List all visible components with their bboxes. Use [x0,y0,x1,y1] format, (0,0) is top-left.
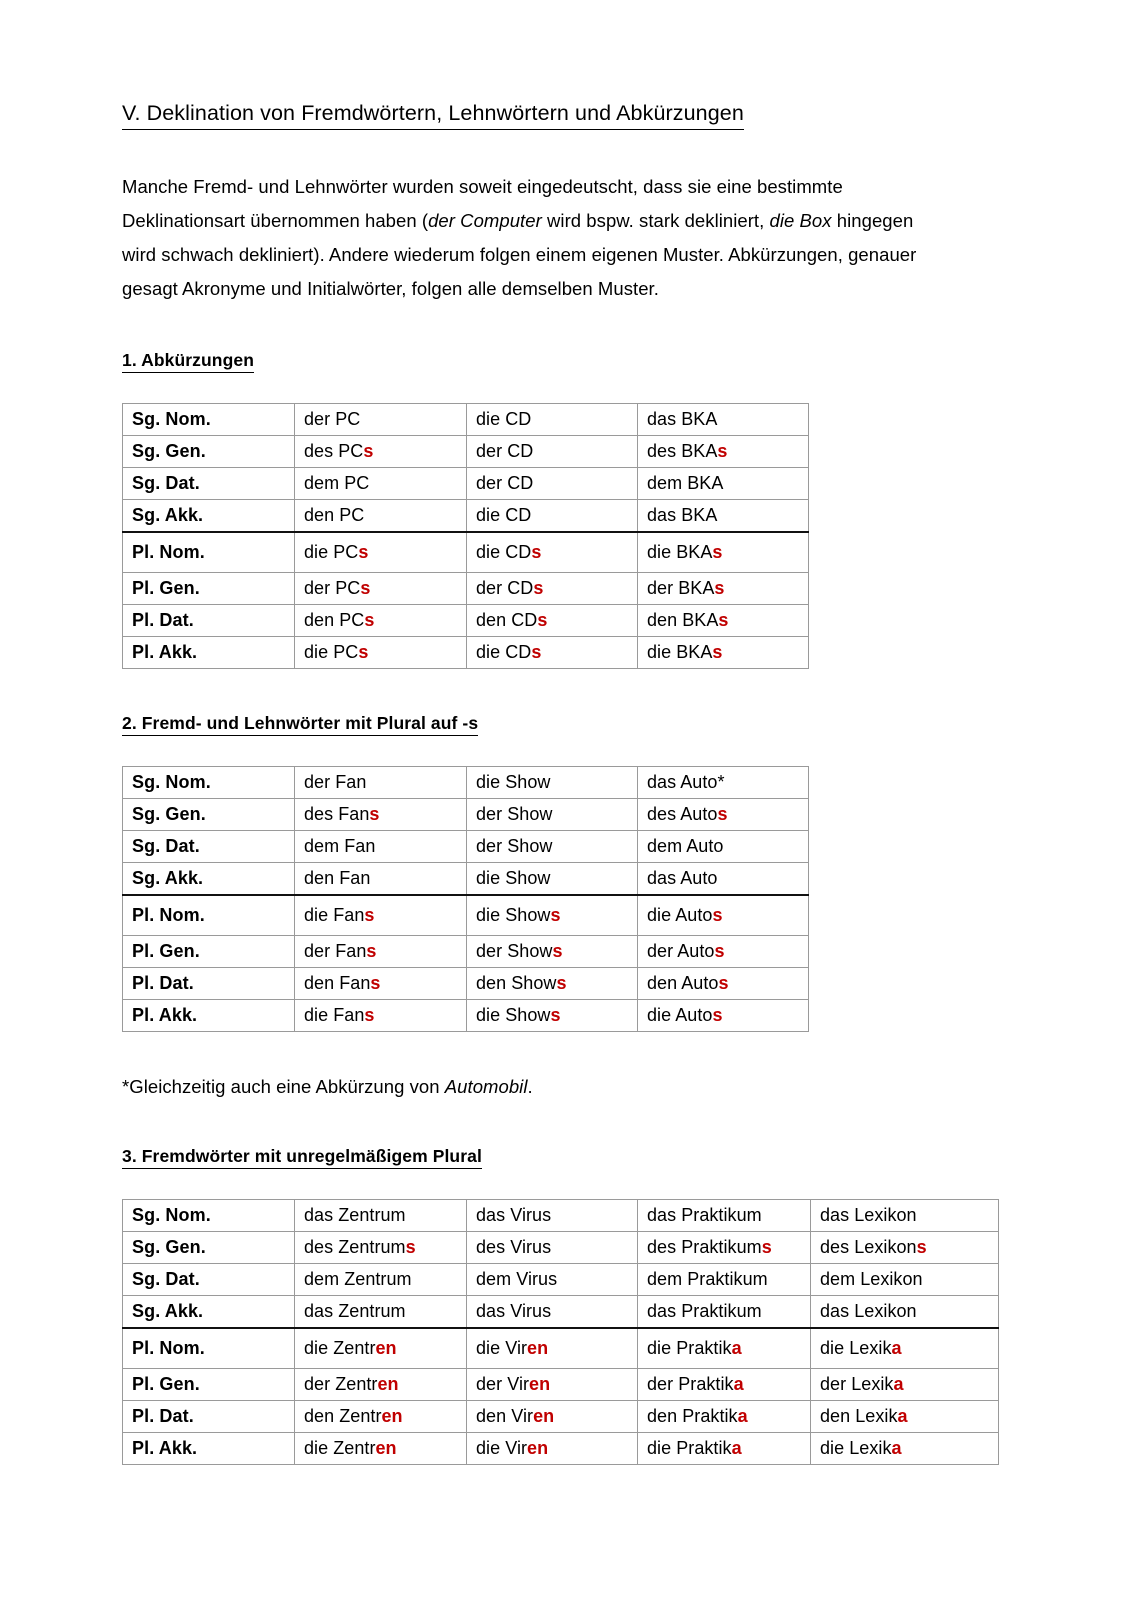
declension-cell [638,798,809,830]
declension-cell [638,532,809,573]
cell-ending: s [533,577,544,598]
section-heading-2: 2. Fremd- und Lehnwörter mit Plural auf -s [122,713,478,736]
cell-base: die Show [476,904,551,925]
cell-ending: s [360,577,371,598]
cell-base: das Auto* [647,771,725,792]
cell-ending: en [377,1373,399,1394]
cell-ending: a [733,1373,744,1394]
table-row [123,798,809,830]
cell-base: den Fan [304,867,371,888]
cell-base: die Praktik [647,1437,732,1458]
row-case-label: Pl. Nom. [123,895,295,936]
cell-base: der Show [476,940,553,961]
cell-ending: en [375,1437,397,1458]
cell-ending: a [737,1405,748,1426]
section-heading-wrapper-1 [122,350,1012,373]
declension-cell [638,1400,811,1432]
declension-cell [295,766,467,798]
declension-cell [467,999,638,1031]
cell-base: der Lexik [820,1373,894,1394]
declension-cell [638,999,809,1031]
row-case-label: Sg. Gen. [123,1231,295,1263]
table-row [123,1328,999,1369]
row-case-label: Pl. Gen. [123,572,295,604]
declension-cell [295,999,467,1031]
cell-ending: s [916,1236,927,1257]
declension-cell [467,1328,638,1369]
declension-cell [295,636,467,668]
cell-base: der BKA [647,577,715,598]
cell-base: den Zentr [304,1405,382,1426]
cell-ending: s [364,609,375,630]
cell-base: den Lexik [820,1405,898,1426]
row-case-label: Sg. Dat. [123,830,295,862]
cell-ending: s [712,641,723,662]
cell-base: des Virus [476,1236,552,1257]
cell-base: den Fan [304,972,371,993]
table-row [123,895,809,936]
table-row [123,1263,999,1295]
table-row [123,499,809,532]
declension-cell [638,1231,811,1263]
declension-cell [295,532,467,573]
cell-base: die Show [476,867,551,888]
declension-cell [811,1328,999,1369]
cell-base: die CD [476,408,532,429]
section-heading-wrapper-2 [122,713,1012,736]
declension-cell [638,467,809,499]
declension-cell [467,403,638,435]
declension-cell [811,1199,999,1231]
cell-base: dem Virus [476,1268,558,1289]
cell-base: dem Fan [304,835,376,856]
declension-cell [638,895,809,936]
table-row [123,766,809,798]
row-case-label: Sg. Gen. [123,798,295,830]
row-case-label: Sg. Nom. [123,1199,295,1231]
declension-cell [638,636,809,668]
cell-base: das BKA [647,504,718,525]
table-row [123,1199,999,1231]
declension-cell [295,572,467,604]
cell-base: die Fan [304,1004,365,1025]
cell-ending: s [714,940,725,961]
cell-base: des BKA [647,440,718,461]
section-heading-wrapper-3 [122,1146,1012,1169]
row-case-label: Sg. Gen. [123,435,295,467]
cell-ending: a [731,1337,742,1358]
row-case-label: Pl. Gen. [123,1368,295,1400]
intro-text-part3: hingegen wird schwach dekliniert). Andere wiederum folgen einem eigenen Muster. Abkürzungen, genauer gesagt Akronyme und Initialwörter, folgen alle demselben Muster. [122,209,917,299]
page-title-wrapper [122,100,1012,130]
cell-base: die BKA [647,641,713,662]
declension-cell [638,572,809,604]
intro-text-part1: Manche Fremd- und Lehnwörter wurden soweit eingedeutscht, dass sie eine bestimmte Deklinationsart übernommen haben ( [122,175,843,231]
cell-base: den Auto [647,972,719,993]
cell-ending: en [527,1437,549,1458]
declension-cell [467,1400,638,1432]
cell-base: das Lexikon [820,1300,917,1321]
cell-base: die Auto [647,1004,713,1025]
cell-base: den PC [304,504,365,525]
cell-ending: s [537,609,548,630]
declension-cell [467,435,638,467]
declension-cell [295,1328,467,1369]
declension-cell [467,467,638,499]
declension-cell [467,636,638,668]
cell-ending: a [897,1405,908,1426]
declension-cell [811,1295,999,1328]
cell-ending: s [550,1004,561,1025]
cell-base: dem PC [304,472,370,493]
intro-italic-der-computer: der Computer [428,209,542,231]
table-row [123,1295,999,1328]
declension-cell [295,1368,467,1400]
cell-ending: a [893,1373,904,1394]
cell-base: dem Praktikum [647,1268,768,1289]
row-case-label: Sg. Nom. [123,766,295,798]
cell-base: der Vir [476,1373,530,1394]
cell-base: dem BKA [647,472,724,493]
cell-base: der Show [476,803,553,824]
declension-cell [467,935,638,967]
table-row [123,1368,999,1400]
cell-base: der Fan [304,771,367,792]
cell-ending: s [761,1236,772,1257]
cell-base: die Auto [647,904,713,925]
table-row [123,999,809,1031]
declension-cell [638,1199,811,1231]
cell-base: den Show [476,972,557,993]
cell-ending: s [531,541,542,562]
row-case-label: Sg. Dat. [123,1263,295,1295]
declension-cell [811,1400,999,1432]
table-row [123,604,809,636]
cell-base: der CD [476,440,534,461]
page-title: V. Deklination von Fremdwörtern, Lehnwörtern und Abkürzungen [122,100,744,130]
table-row [123,636,809,668]
cell-base: die Zentr [304,1337,376,1358]
cell-ending: s [366,940,377,961]
declension-cell [638,1368,811,1400]
cell-ending: s [717,440,728,461]
row-case-label: Pl. Nom. [123,532,295,573]
section-heading-3: 3. Fremdwörter mit unregelmäßigem Plural [122,1146,482,1169]
cell-base: die CD [476,504,532,525]
cell-base: der PC [304,577,361,598]
intro-paragraph [122,170,952,306]
declension-cell [467,1295,638,1328]
cell-base: das Zentrum [304,1204,406,1225]
declension-cell [467,766,638,798]
table-row [123,935,809,967]
declension-cell [295,435,467,467]
cell-ending: en [527,1337,549,1358]
declension-cell [467,862,638,895]
cell-base: die Vir [476,1337,528,1358]
declension-cell [467,604,638,636]
cell-base: des Fan [304,803,370,824]
cell-base: die Zentr [304,1437,376,1458]
declension-cell [467,532,638,573]
declension-cell [295,604,467,636]
cell-base: das Lexikon [820,1204,917,1225]
cell-base: das BKA [647,408,718,429]
cell-ending: a [731,1437,742,1458]
cell-ending: en [375,1337,397,1358]
declension-cell [467,830,638,862]
intro-text-part2: wird bspw. stark dekliniert, [541,209,770,231]
cell-base: dem Lexikon [820,1268,923,1289]
cell-base: das Praktikum [647,1300,762,1321]
cell-base: die CD [476,541,532,562]
cell-ending: s [718,972,729,993]
cell-ending: s [712,1004,723,1025]
cell-base: dem Zentrum [304,1268,412,1289]
cell-ending: s [718,609,729,630]
table-row [123,532,809,573]
cell-ending: s [552,940,563,961]
cell-base: die Lexik [820,1437,892,1458]
intro-italic-die-box: die Box [769,209,832,231]
table-row [123,403,809,435]
declension-cell [638,766,809,798]
table-row [123,1400,999,1432]
cell-ending: s [364,904,375,925]
declension-cell [295,1295,467,1328]
cell-base: das Virus [476,1300,552,1321]
cell-base: der CD [476,577,534,598]
cell-base: die PC [304,641,359,662]
declension-cell [638,435,809,467]
declension-cell [638,1432,811,1464]
cell-base: die Lexik [820,1337,892,1358]
declension-cell [638,967,809,999]
cell-base: die Praktik [647,1337,732,1358]
row-case-label: Pl. Akk. [123,1432,295,1464]
row-case-label: Pl. Akk. [123,999,295,1031]
declension-cell [467,1231,638,1263]
declension-cell [295,1400,467,1432]
cell-ending: s [358,641,369,662]
cell-ending: s [369,803,380,824]
row-case-label: Sg. Akk. [123,862,295,895]
table-row [123,967,809,999]
declension-cell [467,499,638,532]
cell-base: die Vir [476,1437,528,1458]
cell-base: der PC [304,408,361,429]
row-case-label: Sg. Nom. [123,403,295,435]
declension-cell [295,1432,467,1464]
declension-cell [638,935,809,967]
table-row [123,1432,999,1464]
declension-cell [638,1328,811,1369]
cell-base: die Show [476,771,551,792]
footnote-italic-automobil: Automobil [444,1075,528,1097]
row-case-label: Pl. Nom. [123,1328,295,1369]
declension-cell [811,1368,999,1400]
table-row [123,435,809,467]
declension-cell [295,935,467,967]
declension-cell [467,1263,638,1295]
cell-ending: s [405,1236,416,1257]
cell-base: die CD [476,641,532,662]
declension-cell [467,1368,638,1400]
row-case-label: Pl. Dat. [123,967,295,999]
cell-ending: s [370,972,381,993]
cell-ending: en [381,1405,403,1426]
footnote-text-part2: . [527,1075,533,1097]
declension-cell [295,403,467,435]
declension-cell [295,1199,467,1231]
cell-base: der Fan [304,940,367,961]
cell-ending: s [712,541,723,562]
row-case-label: Pl. Akk. [123,636,295,668]
declension-cell [295,1231,467,1263]
cell-base: der Auto [647,940,715,961]
cell-base: die BKA [647,541,713,562]
footnote [122,1072,1012,1102]
cell-ending: s [363,440,374,461]
cell-base: des Auto [647,803,718,824]
table-row [123,830,809,862]
cell-base: des Zentrum [304,1236,406,1257]
table-row [123,862,809,895]
declension-cell [295,967,467,999]
declension-cell [295,798,467,830]
declension-cell [638,499,809,532]
footnote-text-part1: *Gleichzeitig auch eine Abkürzung von [122,1075,445,1097]
declension-cell [638,862,809,895]
cell-ending: en [533,1405,555,1426]
row-case-label: Pl. Dat. [123,1400,295,1432]
cell-ending: s [358,541,369,562]
document-content [122,100,1012,1465]
declension-cell [295,467,467,499]
declension-cell [467,572,638,604]
declension-cell [295,862,467,895]
cell-ending: s [712,904,723,925]
declension-cell [811,1432,999,1464]
declension-cell [467,967,638,999]
cell-ending: s [714,577,725,598]
row-case-label: Sg. Akk. [123,499,295,532]
section-heading-1: 1. Abkürzungen [122,350,254,373]
cell-base: den CD [476,609,538,630]
cell-base: die Show [476,1004,551,1025]
declension-cell [295,1263,467,1295]
declension-cell [467,1199,638,1231]
declension-cell [638,403,809,435]
declension-cell [811,1231,999,1263]
declension-cell [811,1263,999,1295]
table-row [123,467,809,499]
declension-cell [638,604,809,636]
declension-cell [467,798,638,830]
cell-ending: s [531,641,542,662]
sections-host [122,350,1012,1465]
table-row [123,572,809,604]
declension-table-2 [122,766,809,1032]
cell-ending: a [891,1337,902,1358]
row-case-label: Sg. Akk. [123,1295,295,1328]
cell-base: das Zentrum [304,1300,406,1321]
declension-cell [467,1432,638,1464]
cell-ending: en [529,1373,551,1394]
spacer [122,1032,1012,1072]
row-case-label: Sg. Dat. [123,467,295,499]
cell-base: der CD [476,472,534,493]
cell-base: den PC [304,609,365,630]
cell-ending: s [364,1004,375,1025]
declension-cell [295,499,467,532]
cell-base: der Show [476,835,553,856]
row-case-label: Pl. Gen. [123,935,295,967]
cell-ending: s [556,972,567,993]
cell-base: der Praktik [647,1373,734,1394]
cell-base: den Vir [476,1405,534,1426]
cell-base: das Praktikum [647,1204,762,1225]
cell-base: der Zentr [304,1373,378,1394]
cell-base: des PC [304,440,364,461]
cell-base: die PC [304,541,359,562]
cell-ending: s [550,904,561,925]
declension-cell [638,1263,811,1295]
declension-cell [295,830,467,862]
declension-table-3 [122,1199,999,1465]
cell-ending: s [717,803,728,824]
cell-base: des Praktikum [647,1236,762,1257]
declension-table-1 [122,403,809,669]
table-row [123,1231,999,1263]
cell-base: das Virus [476,1204,552,1225]
declension-cell [638,1295,811,1328]
declension-cell [467,895,638,936]
cell-base: den Praktik [647,1405,738,1426]
cell-ending: a [891,1437,902,1458]
declension-cell [638,830,809,862]
cell-base: des Lexikon [820,1236,917,1257]
declension-cell [295,895,467,936]
cell-base: das Auto [647,867,718,888]
row-case-label: Pl. Dat. [123,604,295,636]
cell-base: die Fan [304,904,365,925]
cell-base: dem Auto [647,835,724,856]
cell-base: den BKA [647,609,719,630]
